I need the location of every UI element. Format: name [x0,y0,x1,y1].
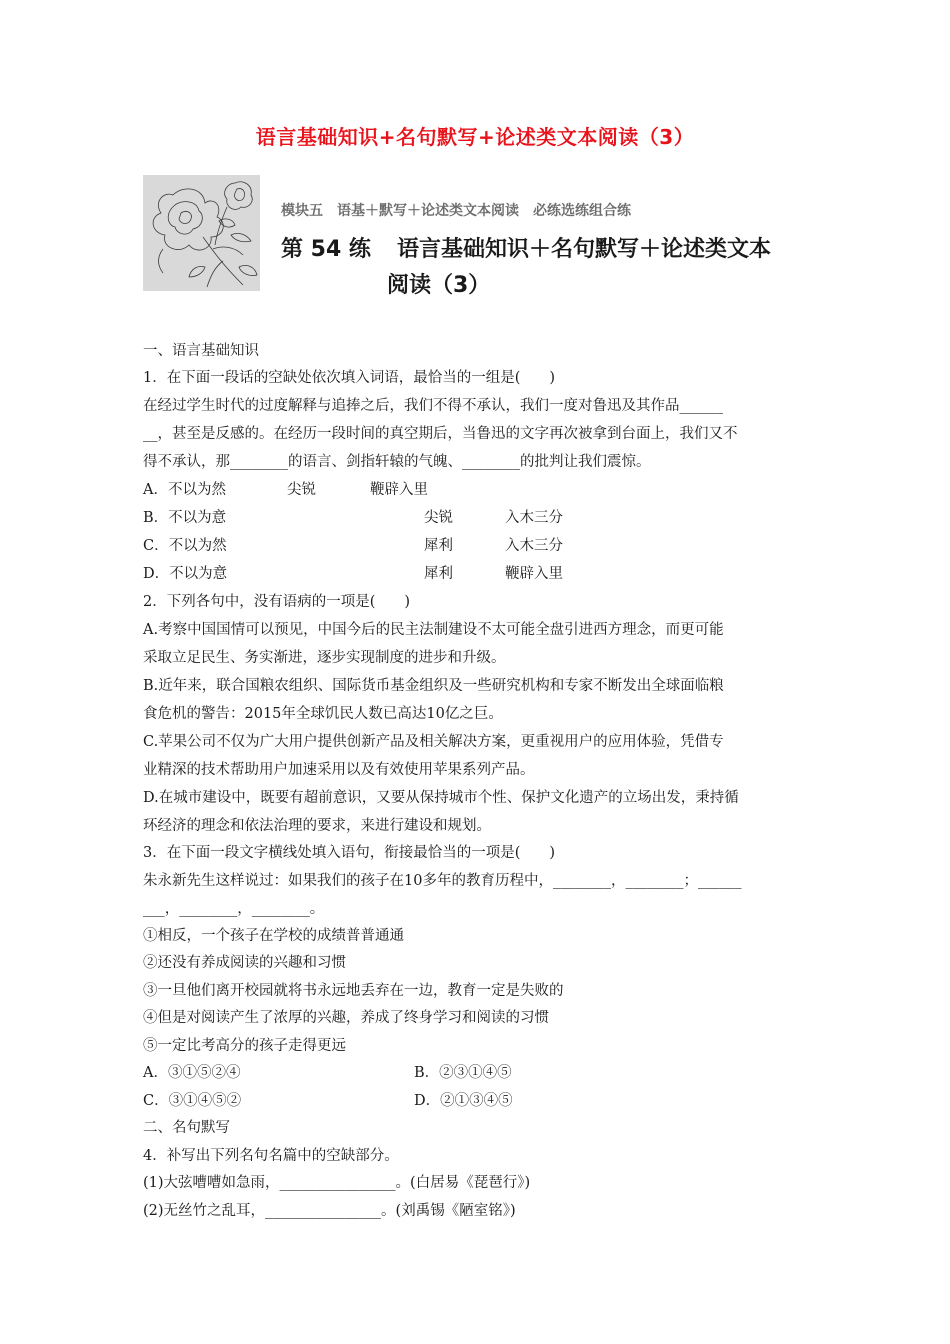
option-word: B．不以为意 [143,510,227,526]
q1-option-d [143,564,563,584]
q2-line: 采取立足民生、务实渐进，逐步实现制度的进步和升级。 [143,650,506,666]
option-word: 入木三分 [505,538,563,554]
q3-options-row [143,1063,512,1083]
section-heading-1: 一、语言基础知识 [143,343,259,359]
q3-item: ⑤一定比考高分的孩子走得更远 [143,1038,346,1054]
option-word: 犀利 [424,538,453,554]
q2-line: A.考察中国国情可以预见，中国今后的民主法制建设不太可能全盘引进西方理念，而更可能 [143,622,724,638]
option-word: 犀利 [424,566,453,582]
section-heading-2: 二、名句默写 [143,1120,230,1136]
q3-option-a: A．③①⑤②④ [143,1065,241,1081]
main-title: 语言基础知识+名句默写+论述类文本阅读（3） [255,125,695,149]
peony-flower-icon [143,175,260,291]
q1-option-c [143,536,563,556]
unit-title [281,232,771,304]
option-word: C．不以为然 [143,538,227,554]
q2-line: 食危机的警告：2015年全球饥民人数已高达10亿之巨。 [143,706,503,722]
unit-title-line-1: 语言基础知识＋名句默写＋论述类文本 [396,237,771,262]
unit-number: 第 54 练 [281,237,371,262]
option-word: 鞭辟入里 [505,566,563,582]
q3-stem: 3．在下面一段文字横线处填入语句，衔接最恰当的一项是( ) [143,845,556,861]
q2-stem: 2．下列各句中，没有语病的一项是( ) [143,594,411,610]
q3-option-c: C．③①④⑤② [143,1093,242,1109]
option-word: A．不以为然 [143,482,226,498]
q3-item: ④但是对阅读产生了浓厚的兴趣，养成了终身学习和阅读的习惯 [143,1010,549,1026]
q3-option-d: D．②①③④⑤ [414,1093,513,1109]
option-word: 尖锐 [424,510,453,526]
q1-passage-line: 在经过学生时代的过度解释与追捧之后，我们不得不承认，我们一度对鲁迅及其作品______ [143,398,723,414]
q3-item: ②还没有养成阅读的兴趣和习惯 [143,955,346,971]
option-word: D．不以为意 [143,566,228,582]
q2-line: B.近年来，联合国粮农组织、国际货币基金组织及一些研究机构和专家不断发出全球面临粮 [143,678,724,694]
q1-option-b [143,508,563,528]
q1-option-a [143,480,428,500]
q1-passage-line: __，甚至是反感的。在经历一段时间的真空期后，当鲁迅的文字再次被拿到台面上，我们又不 [143,426,738,442]
q2-line: 业精深的技术帮助用户加速采用以及有效使用苹果系列产品。 [143,762,535,778]
q3-passage-line: 朱永新先生这样说过：如果我们的孩子在10多年的教育历程中，________，________；______ [143,873,742,889]
q1-passage-line: 得不承认，那________的语言、剑指轩辕的气魄、________的批判让我们震惊。 [143,454,651,470]
q2-line: 环经济的理念和依法治理的要求，来进行建设和规划。 [143,818,491,834]
q3-passage-line: ___，________，________。 [143,901,325,917]
q1-stem: 1．在下面一段话的空缺处依次填入词语，最恰当的一组是( ) [143,370,556,386]
q4-stem: 4．补写出下列名句名篇中的空缺部分。 [143,1148,399,1164]
q4-item: (2)无丝竹之乱耳，________________。(刘禹锡《陋室铭》) [143,1203,516,1219]
option-word: 鞭辟入里 [370,482,428,498]
q2-line: C.苹果公司不仅为广大用户提供创新产品及相关解决方案，更重视用户的应用体验，凭借专 [143,734,724,750]
q2-line: D.在城市建设中，既要有超前意识，又要从保持城市个性、保护文化遗产的立场出发，秉持循 [143,790,739,806]
option-word: 尖锐 [287,482,316,498]
q3-options-row [143,1091,513,1111]
q3-option-b: B．②③①④⑤ [414,1065,512,1081]
peony-flower-illustration [143,175,260,291]
module-line: 模块五 语基＋默写＋论述类文本阅读 必练选练组合练 [281,203,631,219]
q3-item: ③一旦他们离开校园就将书永远地丢弃在一边，教育一定是失败的 [143,983,564,999]
option-word: 入木三分 [505,510,563,526]
unit-title-line-2: 阅读（3） [387,273,491,298]
q3-item: ①相反，一个孩子在学校的成绩普普通通 [143,928,404,944]
q4-item: (1)大弦嘈嘈如急雨，________________。(白居易《琵琶行》) [143,1175,531,1191]
